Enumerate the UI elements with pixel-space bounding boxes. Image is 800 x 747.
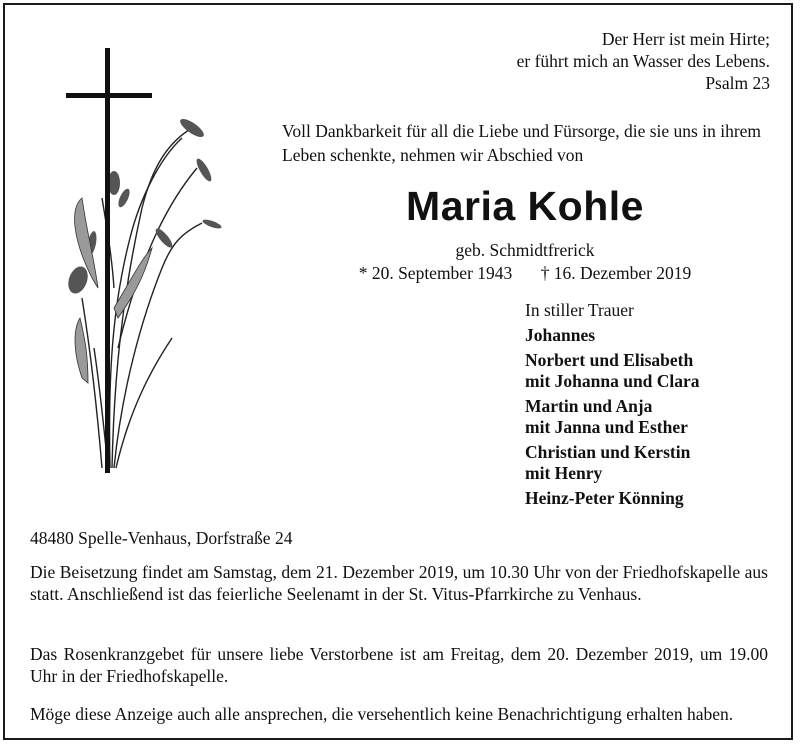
mourner-name: Martin und Anja [525, 396, 653, 416]
mourner-group [525, 350, 700, 392]
mourner-group [525, 325, 700, 346]
mourner-group [525, 488, 700, 509]
psalm-quote [517, 28, 770, 94]
funeral-paragraph: Die Beisetzung findet am Samstag, dem 21. Dezember 2019, um 10.30 Uhr von der Friedhofskapelle aus statt. Anschließend ist das feierliche Seelenamt in der St. Vitus-Pfarrkirche zu Venhaus. [30, 562, 768, 604]
mourner-name: Christian und Kerstin [525, 442, 691, 462]
mourner-name: Heinz-Peter Könning [525, 488, 684, 508]
mourner-group [525, 442, 700, 484]
rosary-paragraph: Das Rosenkranzgebet für unsere liebe Verstorbene ist am Freitag, dem 20. Dezember 2019, um 19.00 Uhr in der Friedhofskapelle. [30, 644, 768, 686]
cross-with-wheat-icon [52, 48, 222, 473]
mourner-group [525, 396, 700, 438]
mourner-name: mit Janna und Esther [525, 417, 688, 437]
mourners-lead: In stiller Trauer [525, 300, 634, 320]
intro-text: Voll Dankbarkeit für all die Liebe und Fürsorge, die sie uns in ihrem Leben schenkte, nehmen wir Abschied von [282, 121, 762, 165]
notice-paragraph: Möge diese Anzeige auch alle ansprechen, die versehentlich keine Benachrichtigung erhalten haben. [30, 704, 734, 724]
psalm-reference: Psalm 23 [705, 73, 770, 93]
birth-date: * 20. September 1943 [358, 263, 513, 283]
address-line: 48480 Spelle-Venhaus, Dorfstraße 24 [30, 528, 293, 548]
maiden-name: geb. Schmidtfrerick [455, 240, 595, 260]
psalm-line-2: er führt mich an Wasser des Lebens. [516, 51, 770, 71]
psalm-line-1: Der Herr ist mein Hirte; [601, 29, 770, 49]
mourner-name: Johannes [525, 325, 596, 345]
death-date: † 16. Dezember 2019 [540, 263, 692, 283]
mourner-name: mit Johanna und Clara [525, 371, 700, 391]
mourners-list [525, 300, 700, 513]
deceased-name: Maria Kohle [406, 183, 644, 229]
mourner-name: Norbert und Elisabeth [525, 350, 694, 370]
mourner-name: mit Henry [525, 463, 603, 483]
life-dates [280, 262, 770, 284]
